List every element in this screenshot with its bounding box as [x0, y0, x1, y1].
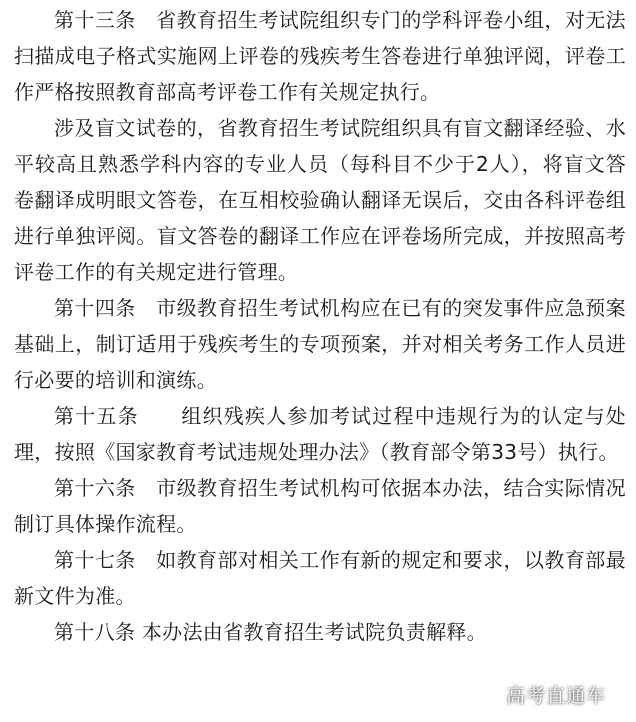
paragraph-text: 省教育招生考试院组织专门的学科评卷小组，对无法扫描成电子格式实施网上评卷的残疾考生答卷进行单独评阅，评卷工作严格按照教育部高考评卷工作有关规定执行。	[14, 8, 626, 104]
paragraph-text: 涉及盲文试卷的，省教育招生考试院组织具有盲文翻译经验、水平较高且熟悉学科内容的专业人员（每科目不少于2人），将盲文答卷翻译成明眼文答卷，在互相校验确认翻译无误后，交由各科评卷组进行单独评阅。盲文答卷的翻译工作应在评卷场所完成，并按照高考评卷工作的有关规定进行管理。	[14, 116, 626, 284]
article-gap	[136, 8, 156, 32]
article-number: 第十五条	[54, 404, 139, 428]
article-number: 第十四条	[54, 296, 136, 320]
paragraph-article-14	[14, 290, 626, 398]
article-gap	[136, 476, 156, 500]
watermark-text: 高考直通车	[505, 685, 606, 707]
paragraph-article-13	[14, 2, 626, 110]
paragraph-text: 组织残疾人参加考试过程中违规行为的认定与处理，按照《国家教育考试违规处理办法》（教育部令第33号）执行。	[14, 404, 626, 464]
paragraph-text: 市级教育招生考试机构应在已有的突发事件应急预案基础上，制订适用于残疾考生的专项预案，并对相关考务工作人员进行必要的培训和演练。	[14, 296, 626, 392]
paragraph-text: 如教育部对相关工作有新的规定和要求，以教育部最新文件为准。	[14, 548, 626, 608]
paragraph-article-15	[14, 398, 626, 470]
paragraph-text: 本办法由省教育招生考试院负责解释。	[141, 620, 487, 644]
article-gap	[136, 548, 156, 572]
paragraph-article-16	[14, 470, 626, 542]
article-number: 第十七条	[54, 548, 136, 572]
article-number: 第十三条	[54, 8, 136, 32]
article-number: 第十八条	[54, 620, 136, 644]
paragraph-article-18	[14, 614, 626, 650]
article-gap	[139, 404, 181, 428]
article-gap	[136, 296, 156, 320]
paragraph-text: 市级教育招生考试机构可依据本办法，结合实际情况制订具体操作流程。	[14, 476, 626, 536]
document-body	[14, 0, 626, 650]
article-gap	[135, 620, 142, 644]
paragraph-article-17	[14, 542, 626, 614]
article-number: 第十六条	[54, 476, 136, 500]
paragraph-braille	[14, 110, 626, 290]
